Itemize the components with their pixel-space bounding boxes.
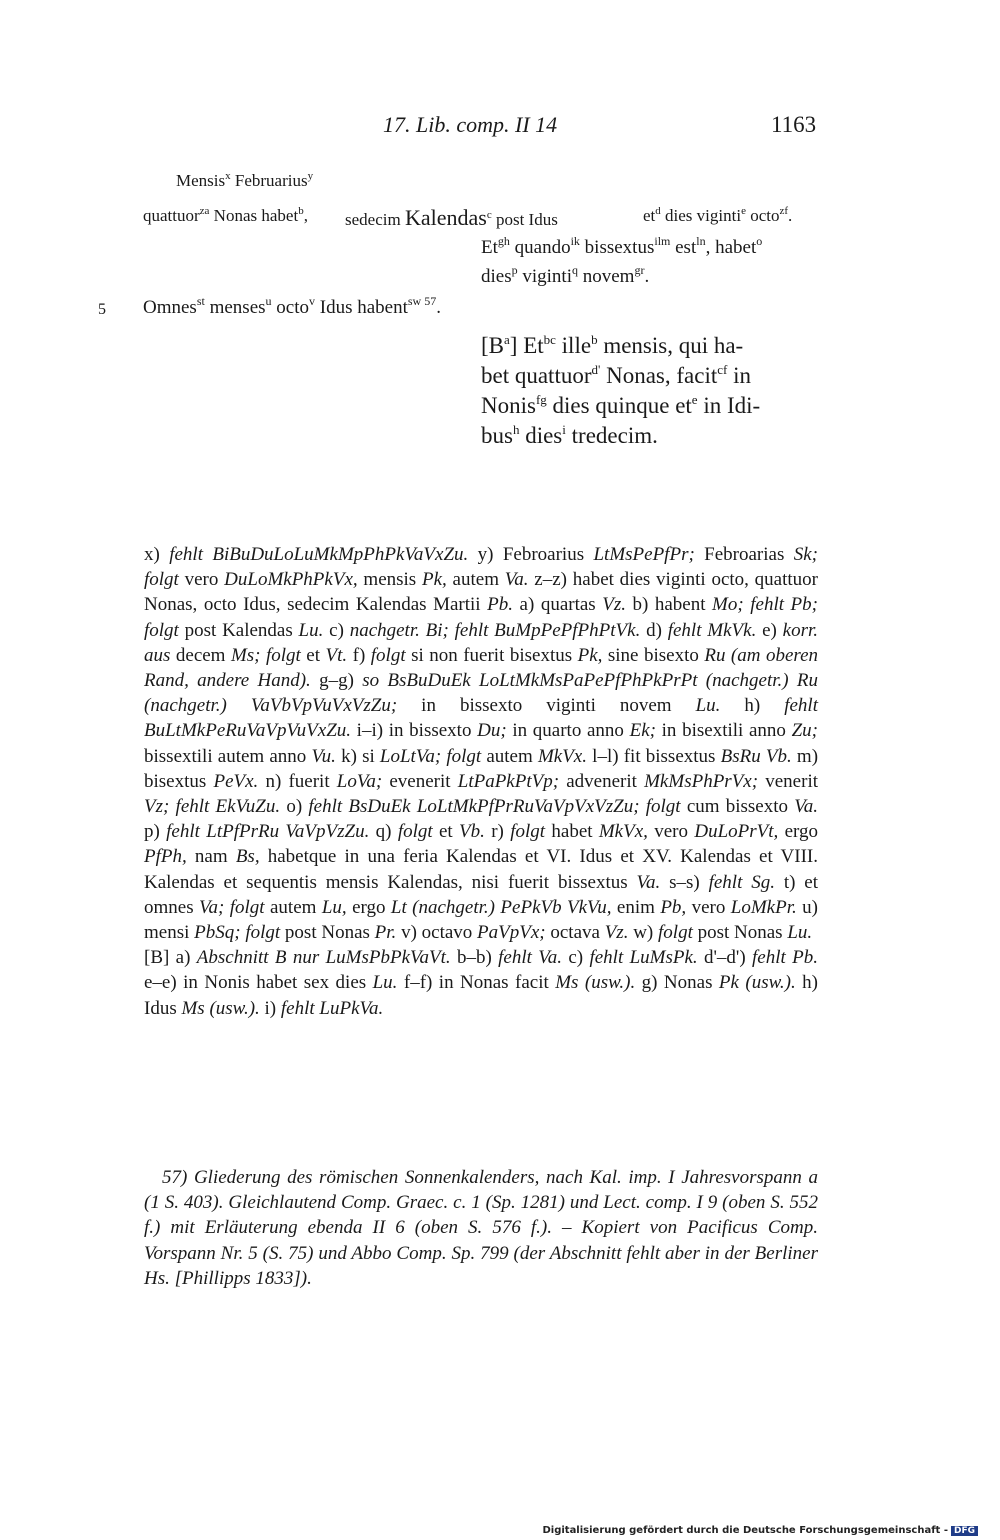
apparatus-paragraph [144, 945, 818, 1021]
apparatus-text: post Kalendas [178, 619, 299, 641]
text-segment: ille [555, 333, 592, 358]
apparatus-text: et [300, 644, 326, 666]
apparatus-siglum: nachgetr. Bi; fehlt BuMpPePfPhPtVk. [349, 619, 641, 641]
apparatus-siglum: folgt [658, 922, 693, 944]
apparatus-siglum: Pk, [577, 644, 603, 666]
text-segment: , habet [705, 237, 757, 258]
apparatus-text: venerit [758, 770, 819, 792]
apparatus-siglum: so BsBuDuEk LoLtMkMsPaPePfPhPkPrPt (nachgetr.) Ru (nachgetr.) VaVbVpVuVxVzZu; [144, 670, 818, 717]
apparatus-siglum: fehlt Pb. [752, 947, 818, 969]
apparatus-text: u) mensi [144, 896, 819, 944]
sigla: x [225, 170, 231, 182]
apparatus-siglum: fehlt BiBuDuLoLuMkMpPhPkVaVxZu. [169, 544, 469, 565]
text-segment: Nonas, facit [600, 363, 718, 388]
apparatus-text: advenerit [559, 770, 645, 792]
apparatus-siglum: PaVpVx; [477, 922, 546, 944]
text-segment: dies quinque et [546, 393, 692, 418]
apparatus-siglum: Lu. [298, 619, 324, 641]
text-segment: sedecim [345, 210, 405, 229]
apparatus-siglum: Pk, [421, 569, 447, 591]
sigla: c [486, 209, 492, 221]
apparatus-text: post Nonas [280, 922, 375, 944]
apparatus-text: vero [686, 896, 731, 918]
text-segment: novem [577, 266, 635, 287]
sigla: gr [634, 263, 645, 277]
apparatus-siglum: Vz. [602, 594, 626, 616]
running-title: 17. Lib. comp. II 14 [383, 112, 558, 137]
apparatus-siglum: Du; [477, 720, 507, 742]
text-segment: est [670, 237, 697, 258]
apparatus-text: bissextili autem anno [144, 745, 312, 767]
text-segment: bet quattuor [481, 363, 592, 388]
apparatus-text: vero [178, 569, 225, 591]
text-segment: Mensis [176, 171, 226, 190]
sigla: ik [570, 234, 580, 248]
text-segment: Omnes [143, 297, 197, 318]
apparatus-text: autem [481, 745, 538, 767]
apparatus-text: in bisextili anno [655, 720, 792, 742]
apparatus-text: k) si [335, 745, 380, 767]
sigla: q [571, 263, 578, 277]
apparatus-text: octava [545, 922, 605, 944]
apparatus-text: g–g) [310, 670, 363, 692]
text-segment: tredecim. [565, 423, 658, 448]
apparatus-siglum: Vt. [325, 644, 348, 666]
apparatus-text: w) [628, 922, 659, 944]
apparatus-text: autem [264, 896, 322, 918]
text-segment: Nonis [481, 393, 536, 418]
apparatus-siglum: LoLtVa; folgt [379, 745, 482, 767]
line-number: 5 [98, 301, 106, 318]
apparatus-text: vero [647, 821, 695, 843]
apparatus-siglum: MkMsPhPrVx; [644, 770, 759, 792]
apparatus-text: z–z) habet dies viginti octo, quattuor Nonas, octo Idus, sedecim Kalendas Martii [144, 569, 819, 616]
apparatus-text: f–f) in Nonas facit [397, 972, 556, 994]
apparatus-siglum: Bs, [235, 846, 260, 868]
apparatus-siglum: LoVa; [336, 770, 383, 792]
text-segment: quattuor [143, 206, 200, 225]
apparatus-text: s–s) [660, 871, 709, 893]
text-segment: quando [509, 237, 571, 258]
apparatus-text: y) Febroarius [468, 544, 594, 565]
apparatus-text: r) [484, 821, 511, 843]
apparatus-text: q) [369, 821, 398, 843]
apparatus-text: t) et omnes [144, 871, 819, 918]
apparatus-siglum: Va. [504, 569, 529, 591]
apparatus-text: b) habent [625, 594, 713, 616]
text-segment: , [303, 206, 308, 225]
critical-apparatus [144, 542, 818, 1021]
apparatus-siglum: Zu; [791, 720, 818, 742]
apparatus-text: ergo [346, 896, 391, 918]
sigla: b [298, 205, 304, 217]
sigla: za [199, 205, 210, 217]
apparatus-siglum: Ru (am oberen Rand, andere Hand). [144, 644, 819, 692]
apparatus-siglum: LoMkPr. [730, 896, 797, 918]
apparatus-siglum: Vb. [459, 821, 485, 843]
apparatus-text: [B] a) [144, 947, 197, 969]
apparatus-siglum: DuLoPrVt, [694, 821, 779, 843]
text-line-2a [143, 207, 308, 224]
apparatus-text: i) [259, 997, 281, 1019]
text-line-5 [143, 294, 441, 318]
text-line-2c [643, 207, 792, 224]
apparatus-text: x) [144, 544, 170, 565]
sigla: e [741, 205, 746, 217]
apparatus-text: h) Idus [144, 972, 818, 1019]
footer-credit [542, 1525, 978, 1536]
section-b-line-1 [481, 334, 743, 357]
apparatus-siglum: LtPaPkPtVp; [457, 770, 560, 792]
text-segment: Februarius [230, 171, 308, 190]
text-segment: dies [519, 423, 563, 448]
apparatus-text: c) [323, 619, 350, 641]
funding-credit-text: Digitalisierung gefördert durch die Deutsche Forschungsgemeinschaft - [542, 1525, 948, 1536]
apparatus-text: d) [640, 619, 668, 641]
apparatus-siglum: Pb, [660, 896, 687, 918]
apparatus-siglum: fehlt LtPfPrRu VaVpVzZu. [166, 821, 370, 843]
apparatus-siglum: Ms (usw.). [181, 997, 260, 1019]
sigla: ln [696, 234, 706, 248]
sigla: h [512, 422, 520, 437]
apparatus-text: f) [347, 644, 371, 666]
apparatus-text: post Nonas [692, 922, 788, 944]
apparatus-text: enim [611, 896, 661, 918]
sigla: v [309, 294, 315, 308]
text-segment: et [643, 206, 656, 225]
apparatus-text: v) octavo [396, 922, 478, 944]
apparatus-text: m) bisextus [144, 745, 819, 792]
section-b-line-4 [481, 424, 658, 447]
apparatus-text: si non fuerit bisextus [405, 644, 578, 666]
apparatus-siglum: fehlt MkVk. [667, 619, 757, 641]
apparatus-siglum: Abschnitt B nur LuMsPbPkVaVt. [196, 947, 451, 969]
apparatus-siglum: MkVx. [537, 745, 587, 767]
text-line-1 [176, 172, 313, 189]
apparatus-siglum: Ek; [629, 720, 656, 742]
text-segment: bus [481, 423, 513, 448]
apparatus-siglum: PbSq; folgt [194, 922, 281, 944]
apparatus-siglum: Va. [636, 871, 661, 893]
sigla: d [655, 205, 661, 217]
apparatus-siglum: Vz. [604, 922, 629, 944]
apparatus-siglum: Sk; folgt [144, 544, 818, 591]
sigla: zf [779, 205, 789, 217]
sigla: o [756, 234, 763, 248]
apparatus-siglum: Lu. [787, 922, 813, 944]
text-segment: . [436, 297, 441, 318]
text-segment: Nonas habet [209, 206, 299, 225]
apparatus-text: a) quartas [512, 594, 603, 616]
sigla: d' [591, 362, 601, 377]
sigla: i [562, 422, 566, 437]
sigla: st [196, 294, 205, 308]
apparatus-siglum: Va; folgt [199, 896, 265, 918]
apparatus-text: cum bissexto [680, 796, 795, 818]
apparatus-text: in quarto anno [506, 720, 630, 742]
apparatus-text: habetque in una feria Kalendas et VI. Idus et XV. Kalendas et VIII. Kalendas et sequentis mensis Kalendas, nisi fuerit bissextus [144, 846, 819, 893]
text-segment: bissextus [579, 237, 655, 258]
apparatus-siglum: Pb. [487, 594, 513, 616]
text-segment: Idus habent [315, 297, 408, 318]
sigla: cf [717, 362, 728, 377]
footnote-57: 57) Gliederung des römischen Sonnenkalenders, nach Kal. imp. I Jahresvorspann a (1 S. 403). Gleichlautend Comp. Graec. c. 1 (Sp. 1281) und Lect. comp. I 9 (oben S. 552 f.) mit Erläuterung ebenda II 6 (oben S. 576 f.). – Kopiert von Pacificus Comp. Vorspann Nr. 5 (S. 75) und Abbo Comp. Sp. 799 (der Abschnitt fehlt aber in der Berliner Hs. [Phillipps 1833]). [144, 1167, 818, 1289]
apparatus-siglum: fehlt BuLtMkPeRuVaVpVuVxZu. [144, 695, 818, 742]
apparatus-siglum: Ms (usw.). [555, 972, 636, 994]
text-segment: viginti [517, 266, 572, 287]
apparatus-text: autem [446, 569, 505, 591]
text-segment: . [644, 266, 650, 287]
text-segment: [B [481, 333, 504, 358]
apparatus-siglum: DuLoMkPhPkVx, [224, 569, 358, 591]
apparatus-siglum: Mo; fehlt Pb; folgt [144, 594, 818, 641]
apparatus-siglum: folgt [510, 821, 546, 843]
apparatus-siglum: Pk (usw.). [718, 972, 796, 994]
apparatus-siglum: Lu, [321, 896, 347, 918]
text-segment: menses [204, 297, 266, 318]
sigla: bc [543, 332, 556, 347]
apparatus-siglum: MkVx, [598, 821, 648, 843]
apparatus-text: ergo [778, 821, 819, 843]
apparatus-siglum: Lu. [372, 972, 398, 994]
apparatus-text: h) [720, 695, 785, 717]
sigla: ilm [654, 234, 671, 248]
apparatus-siglum: Ms; folgt [230, 644, 301, 666]
page-number: 1163 [771, 112, 817, 137]
apparatus-text: b–b) [450, 947, 499, 969]
apparatus-text: habet [545, 821, 599, 843]
text-segment: post Idus [491, 210, 558, 229]
apparatus-siglum: Vz; fehlt EkVuZu. [144, 796, 281, 818]
apparatus-text: et [432, 821, 460, 843]
text-line-2b [345, 207, 558, 229]
sigla: fg [535, 392, 547, 407]
section-b-line-3 [481, 394, 760, 417]
text-segment: octo [271, 297, 309, 318]
apparatus-text: p) [144, 821, 167, 843]
text-segment: dies viginti [660, 206, 742, 225]
apparatus-siglum: PeVx. [213, 770, 259, 792]
apparatus-text: evenerit [382, 770, 458, 792]
apparatus-text: o) [280, 796, 309, 818]
text-segment: in Idi- [697, 393, 761, 418]
text-segment: mensis, qui ha- [597, 333, 744, 358]
text-segment: Kalendas [404, 205, 487, 230]
apparatus-text: g) Nonas [635, 972, 719, 994]
sigla: u [265, 294, 272, 308]
text-segment: . [788, 206, 793, 225]
sigla: p [511, 263, 518, 277]
apparatus-text: d'–d') [697, 947, 753, 969]
apparatus-siglum: PfPh, [144, 846, 187, 868]
apparatus-siglum: fehlt LuPkVa. [280, 997, 384, 1019]
text-line-3 [481, 234, 763, 258]
sigla: y [307, 170, 314, 182]
apparatus-text: l–l) fit bissextus [587, 745, 721, 767]
apparatus-siglum: BsRu Vb. [720, 745, 792, 767]
sigla: e [691, 392, 698, 407]
section-b-line-2 [481, 364, 751, 387]
apparatus-siglum: Va. [794, 796, 818, 818]
text-segment: in [727, 363, 751, 388]
apparatus-text: decem [170, 644, 231, 666]
apparatus-text: nam [186, 846, 236, 868]
apparatus-text: e) [756, 619, 783, 641]
apparatus-text: Febroarias [694, 544, 794, 565]
apparatus-siglum: Lt (nachgetr.) PePkVb VkVu, [390, 896, 612, 918]
text-segment: dies [481, 266, 512, 287]
apparatus-siglum: fehlt Va. [498, 947, 563, 969]
dfg-logo: DFG [951, 1526, 978, 1536]
apparatus-siglum: Lu. [695, 695, 721, 717]
apparatus-text: in bissexto viginti novem [397, 695, 696, 717]
apparatus-text: i–i) in bissexto [351, 720, 478, 742]
text-segment: Et [481, 237, 498, 258]
sigla: a [504, 332, 510, 347]
sigla: gh [497, 234, 510, 248]
apparatus-siglum: fehlt BsDuEk LoLtMkPfPrRuVaVpVxVzZu; folgt [308, 796, 681, 818]
apparatus-siglum: LtMsPePfPr; [593, 544, 695, 565]
apparatus-paragraph [144, 542, 818, 945]
apparatus-text: c) [562, 947, 590, 969]
apparatus-text: mensis [357, 569, 422, 591]
text-line-4 [481, 263, 650, 287]
apparatus-siglum: Pr. [374, 922, 397, 944]
apparatus-siglum: Vu. [311, 745, 336, 767]
text-segment: octo [745, 206, 780, 225]
apparatus-siglum: folgt [397, 821, 433, 843]
sigla: sw 57 [407, 294, 437, 308]
text-segment: ] Et [509, 333, 544, 358]
apparatus-siglum: fehlt Sg. [708, 871, 775, 893]
apparatus-text: n) fuerit [258, 770, 337, 792]
apparatus-text: e–e) in Nonis habet sex dies [144, 972, 373, 994]
apparatus-text: sine bisexto [602, 644, 705, 666]
apparatus-siglum: fehlt LuMsPk. [589, 947, 698, 969]
apparatus-siglum: folgt [370, 644, 406, 666]
sigla: b [591, 332, 598, 347]
apparatus-siglum: korr. aus [144, 619, 819, 666]
